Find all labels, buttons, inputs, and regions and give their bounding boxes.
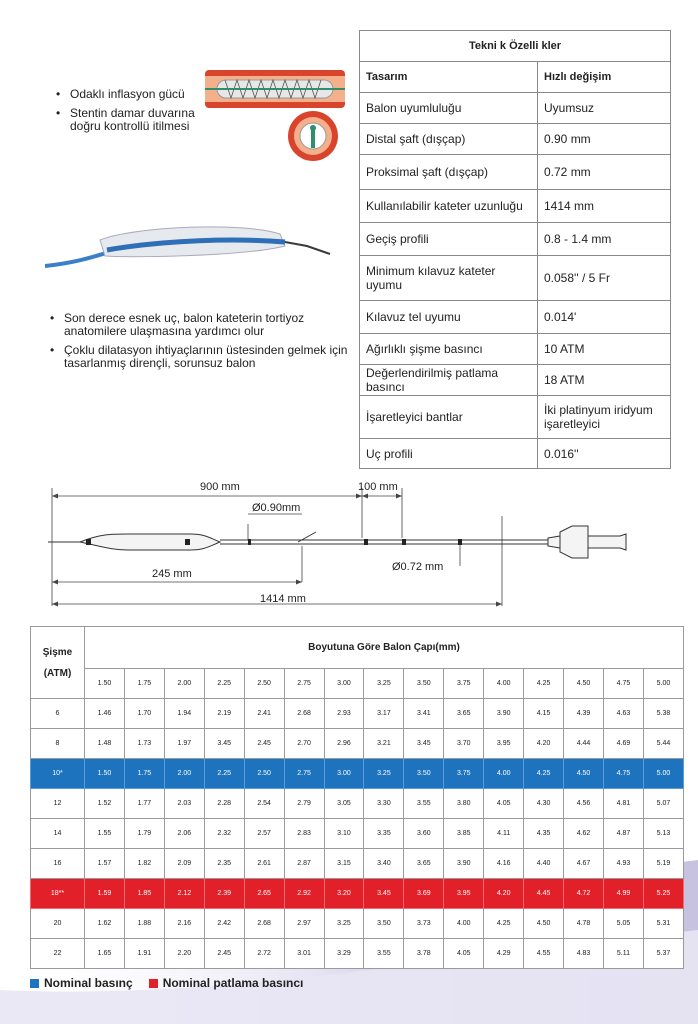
atm-cell: 6 [31,699,85,729]
diameter-cell: 4.11 [484,819,524,849]
size-cell: 3.75 [444,669,484,699]
diameter-cell: 4.50 [524,909,564,939]
diameter-cell: 2.83 [284,819,324,849]
diameter-cell: 3.35 [364,819,404,849]
sizes-row [31,669,684,699]
diameter-cell: 2.57 [244,819,284,849]
diameter-cell: 2.75 [284,759,324,789]
atm-cell: 20 [31,909,85,939]
spec-value: 0.72 mm [538,155,671,190]
table-row [31,729,684,759]
dim-proximal-diameter: Ø0.72 mm [392,561,444,573]
diameter-cell: 3.55 [364,939,404,969]
spec-value: 10 ATM [538,334,671,365]
atm-label: Şişme [42,646,73,658]
feature-item: • Odaklı inflasyon gücü [56,88,226,101]
atm-cell: 14 [31,819,85,849]
diameter-cell: 4.44 [564,729,604,759]
diameter-cell: 1.94 [164,699,204,729]
spec-key: Distal şaft (dışçap) [360,124,538,155]
diameter-cell: 2.42 [204,909,244,939]
diameter-cell: 3.25 [324,909,364,939]
diameter-cell: 4.29 [484,939,524,969]
diameter-cell: 2.61 [244,849,284,879]
diameter-cell: 1.75 [124,759,164,789]
diameter-cell: 1.70 [124,699,164,729]
size-cell: 5.00 [643,669,683,699]
diameter-cell: 2.68 [244,909,284,939]
diameter-cell: 4.39 [564,699,604,729]
spec-key: Ağırlıklı şişme basıncı [360,334,538,365]
diameter-cell: 5.05 [603,909,643,939]
diameter-cell: 2.87 [284,849,324,879]
diameter-cell: 2.28 [204,789,244,819]
diameter-cell: 3.15 [324,849,364,879]
diameter-cell: 5.37 [643,939,683,969]
table-row [31,819,684,849]
size-cell: 4.25 [524,669,564,699]
legend-rbp [149,976,304,990]
diameter-cell: 3.21 [364,729,404,759]
diameter-cell: 4.25 [484,909,524,939]
diameter-cell: 4.30 [524,789,564,819]
diameter-cell: 2.00 [164,759,204,789]
diameter-cell: 1.48 [85,729,125,759]
spec-key: Balon uyumluluğu [360,93,538,124]
spec-value: Hızlı değişim [538,62,671,93]
diameter-cell: 3.45 [364,879,404,909]
diameter-cell: 4.62 [564,819,604,849]
diameter-cell: 3.60 [404,819,444,849]
diameter-cell: 4.78 [564,909,604,939]
diameter-cell: 3.50 [364,909,404,939]
legend-nominal-label: Nominal basınç [44,976,133,990]
legend [30,976,303,990]
diameter-cell: 3.40 [364,849,404,879]
table-row [31,879,684,909]
size-cell: 1.50 [85,669,125,699]
diameter-cell: 1.59 [85,879,125,909]
atm-cell: 12 [31,789,85,819]
dim-1414: 1414 mm [260,593,306,605]
technical-specs-table [359,30,671,469]
size-cell: 2.75 [284,669,324,699]
diameter-cell: 5.31 [643,909,683,939]
balloon-catheter-illustration [45,212,345,282]
diameter-cell: 3.78 [404,939,444,969]
diameter-cell: 2.50 [244,759,284,789]
diameter-cell: 4.25 [524,759,564,789]
diameter-cell: 4.93 [603,849,643,879]
diameter-cell: 3.75 [444,759,484,789]
feature-item: • Stentin damar duvarına doğru kontrollü itilmesi [56,107,226,133]
table-row [31,909,684,939]
feature-item: • Çoklu dilatasyon ihtiyaçlarının üstesinden gelmek için tasarlanmış dirençli, sorunsuz balon [50,344,350,370]
diameter-cell: 1.91 [124,939,164,969]
diameter-cell: 5.07 [643,789,683,819]
diameter-cell: 1.88 [124,909,164,939]
diameter-cell: 3.69 [404,879,444,909]
diameter-header: Boyutuna Göre Balon Çapı(mm) [85,627,684,669]
atm-cell: 16 [31,849,85,879]
diameter-cell: 2.19 [204,699,244,729]
diameter-cell: 4.63 [603,699,643,729]
atm-cell: 22 [31,939,85,969]
spec-key: Minimum kılavuz kateter uyumu [360,256,538,301]
diameter-cell: 1.77 [124,789,164,819]
diameter-cell: 1.97 [164,729,204,759]
diameter-cell: 5.44 [643,729,683,759]
diameter-cell: 3.10 [324,819,364,849]
diameter-cell: 4.99 [603,879,643,909]
diameter-cell: 3.17 [364,699,404,729]
diameter-cell: 3.65 [404,849,444,879]
size-cell: 2.50 [244,669,284,699]
feature-list-top [56,88,226,139]
diameter-cell: 4.83 [564,939,604,969]
dim-900: 900 mm [200,481,240,493]
diameter-cell: 1.73 [124,729,164,759]
diameter-cell: 1.65 [85,939,125,969]
diameter-cell: 4.45 [524,879,564,909]
diameter-cell: 2.68 [284,699,324,729]
diameter-cell: 4.00 [444,909,484,939]
diameter-cell: 4.20 [484,879,524,909]
diameter-cell: 3.65 [444,699,484,729]
atm-cell: 10* [31,759,85,789]
diameter-cell: 4.55 [524,939,564,969]
diameter-cell: 3.25 [364,759,404,789]
diameter-cell: 3.20 [324,879,364,909]
diameter-cell: 4.05 [444,939,484,969]
diameter-cell: 3.45 [404,729,444,759]
diameter-cell: 2.25 [204,759,244,789]
table-row [31,849,684,879]
diameter-cell: 2.12 [164,879,204,909]
stent-illustration [205,68,345,163]
spec-value: İki platinyum iridyum işaretleyici [538,396,671,439]
size-cell: 1.75 [124,669,164,699]
diameter-cell: 1.50 [85,759,125,789]
diameter-cell: 2.20 [164,939,204,969]
diameter-cell: 3.29 [324,939,364,969]
spec-key: Uç profili [360,439,538,469]
catheter-dimension-drawing [40,476,660,616]
diameter-cell: 3.41 [404,699,444,729]
atm-cell: 18** [31,879,85,909]
diameter-cell: 1.55 [85,819,125,849]
spec-value: 0.014' [538,301,671,334]
diameter-cell: 2.97 [284,909,324,939]
diameter-cell: 1.79 [124,819,164,849]
dim-245: 245 mm [152,568,192,580]
diameter-cell: 3.55 [404,789,444,819]
diameter-cell: 2.41 [244,699,284,729]
spec-value: 18 ATM [538,365,671,396]
spec-value: 0.8 - 1.4 mm [538,223,671,256]
diameter-cell: 2.09 [164,849,204,879]
diameter-cell: 2.06 [164,819,204,849]
table-row [31,759,684,789]
table-row [31,699,684,729]
spec-value: 0.90 mm [538,124,671,155]
diameter-cell: 4.40 [524,849,564,879]
atm-header [31,627,85,699]
diameter-cell: 2.72 [244,939,284,969]
spec-key: Proksimal şaft (dışçap) [360,155,538,190]
size-cell: 4.00 [484,669,524,699]
table-row [31,939,684,969]
diameter-cell: 2.92 [284,879,324,909]
diameter-cell: 4.56 [564,789,604,819]
diameter-cell: 3.90 [444,849,484,879]
diameter-cell: 2.54 [244,789,284,819]
size-cell: 4.75 [603,669,643,699]
legend-rbp-swatch [149,979,158,988]
spec-value: 0.016'' [538,439,671,469]
atm-unit: (ATM) [43,667,72,679]
diameter-cell: 4.72 [564,879,604,909]
diameter-cell: 3.00 [324,759,364,789]
diameter-cell: 1.82 [124,849,164,879]
diameter-cell: 4.67 [564,849,604,879]
diameter-cell: 5.38 [643,699,683,729]
diameter-cell: 5.11 [603,939,643,969]
diameter-cell: 1.62 [85,909,125,939]
diameter-cell: 4.75 [603,759,643,789]
diameter-cell: 3.90 [484,699,524,729]
diameter-cell: 2.65 [244,879,284,909]
diameter-cell: 5.00 [643,759,683,789]
diameter-cell: 3.01 [284,939,324,969]
spec-key: Kullanılabilir kateter uzunluğu [360,190,538,223]
diameter-cell: 2.03 [164,789,204,819]
diameter-cell: 1.46 [85,699,125,729]
diameter-cell: 1.52 [85,789,125,819]
spec-key: Tasarım [360,62,538,93]
compliance-table [30,626,684,969]
diameter-cell: 2.93 [324,699,364,729]
feature-item: • Son derece esnek uç, balon kateterin tortiyoz anatomilere ulaşmasına yardımcı olur [50,312,350,338]
diameter-cell: 2.16 [164,909,204,939]
diameter-cell: 4.87 [603,819,643,849]
size-cell: 4.50 [564,669,604,699]
diameter-cell: 3.95 [444,879,484,909]
legend-rbp-label: Nominal patlama basıncı [162,976,304,990]
diameter-cell: 3.73 [404,909,444,939]
atm-cell: 8 [31,729,85,759]
spec-value: Uyumsuz [538,93,671,124]
diameter-cell: 3.70 [444,729,484,759]
size-cell: 3.50 [404,669,444,699]
diameter-cell: 2.79 [284,789,324,819]
feature-list-bottom [50,312,350,376]
diameter-cell: 2.45 [244,729,284,759]
diameter-cell: 4.69 [603,729,643,759]
size-cell: 3.00 [324,669,364,699]
dim-distal-diameter: Ø0.90mm [252,502,301,514]
dim-100: 100 mm [358,481,398,493]
specs-title: Tekni k Özelli kler [360,31,671,62]
diameter-cell: 4.05 [484,789,524,819]
diameter-cell: 5.25 [643,879,683,909]
diameter-cell: 5.13 [643,819,683,849]
spec-key: Kılavuz tel uyumu [360,301,538,334]
diameter-cell: 4.16 [484,849,524,879]
diameter-cell: 4.81 [603,789,643,819]
spec-key: İşaretleyici bantlar [360,396,538,439]
diameter-cell: 3.50 [404,759,444,789]
diameter-cell: 4.00 [484,759,524,789]
diameter-cell: 1.85 [124,879,164,909]
legend-nominal-swatch [30,979,39,988]
spec-value: 0.058'' / 5 Fr [538,256,671,301]
diameter-cell: 3.85 [444,819,484,849]
diameter-cell: 2.35 [204,849,244,879]
diameter-cell: 2.32 [204,819,244,849]
diameter-cell: 4.15 [524,699,564,729]
diameter-cell: 3.30 [364,789,404,819]
size-cell: 2.25 [204,669,244,699]
diameter-cell: 2.96 [324,729,364,759]
spec-value: 1414 mm [538,190,671,223]
diameter-cell: 3.95 [484,729,524,759]
diameter-cell: 2.45 [204,939,244,969]
size-cell: 3.25 [364,669,404,699]
diameter-cell: 4.35 [524,819,564,849]
diameter-cell: 4.20 [524,729,564,759]
diameter-cell: 2.39 [204,879,244,909]
table-row [31,789,684,819]
diameter-cell: 2.70 [284,729,324,759]
diameter-cell: 3.05 [324,789,364,819]
diameter-cell: 5.19 [643,849,683,879]
spec-key: Geçiş profili [360,223,538,256]
diameter-cell: 4.50 [564,759,604,789]
diameter-cell: 1.57 [85,849,125,879]
legend-nominal [30,976,133,990]
diameter-cell: 3.45 [204,729,244,759]
size-cell: 2.00 [164,669,204,699]
diameter-cell: 3.80 [444,789,484,819]
spec-key: Değerlendirilmiş patlama basıncı [360,365,538,396]
